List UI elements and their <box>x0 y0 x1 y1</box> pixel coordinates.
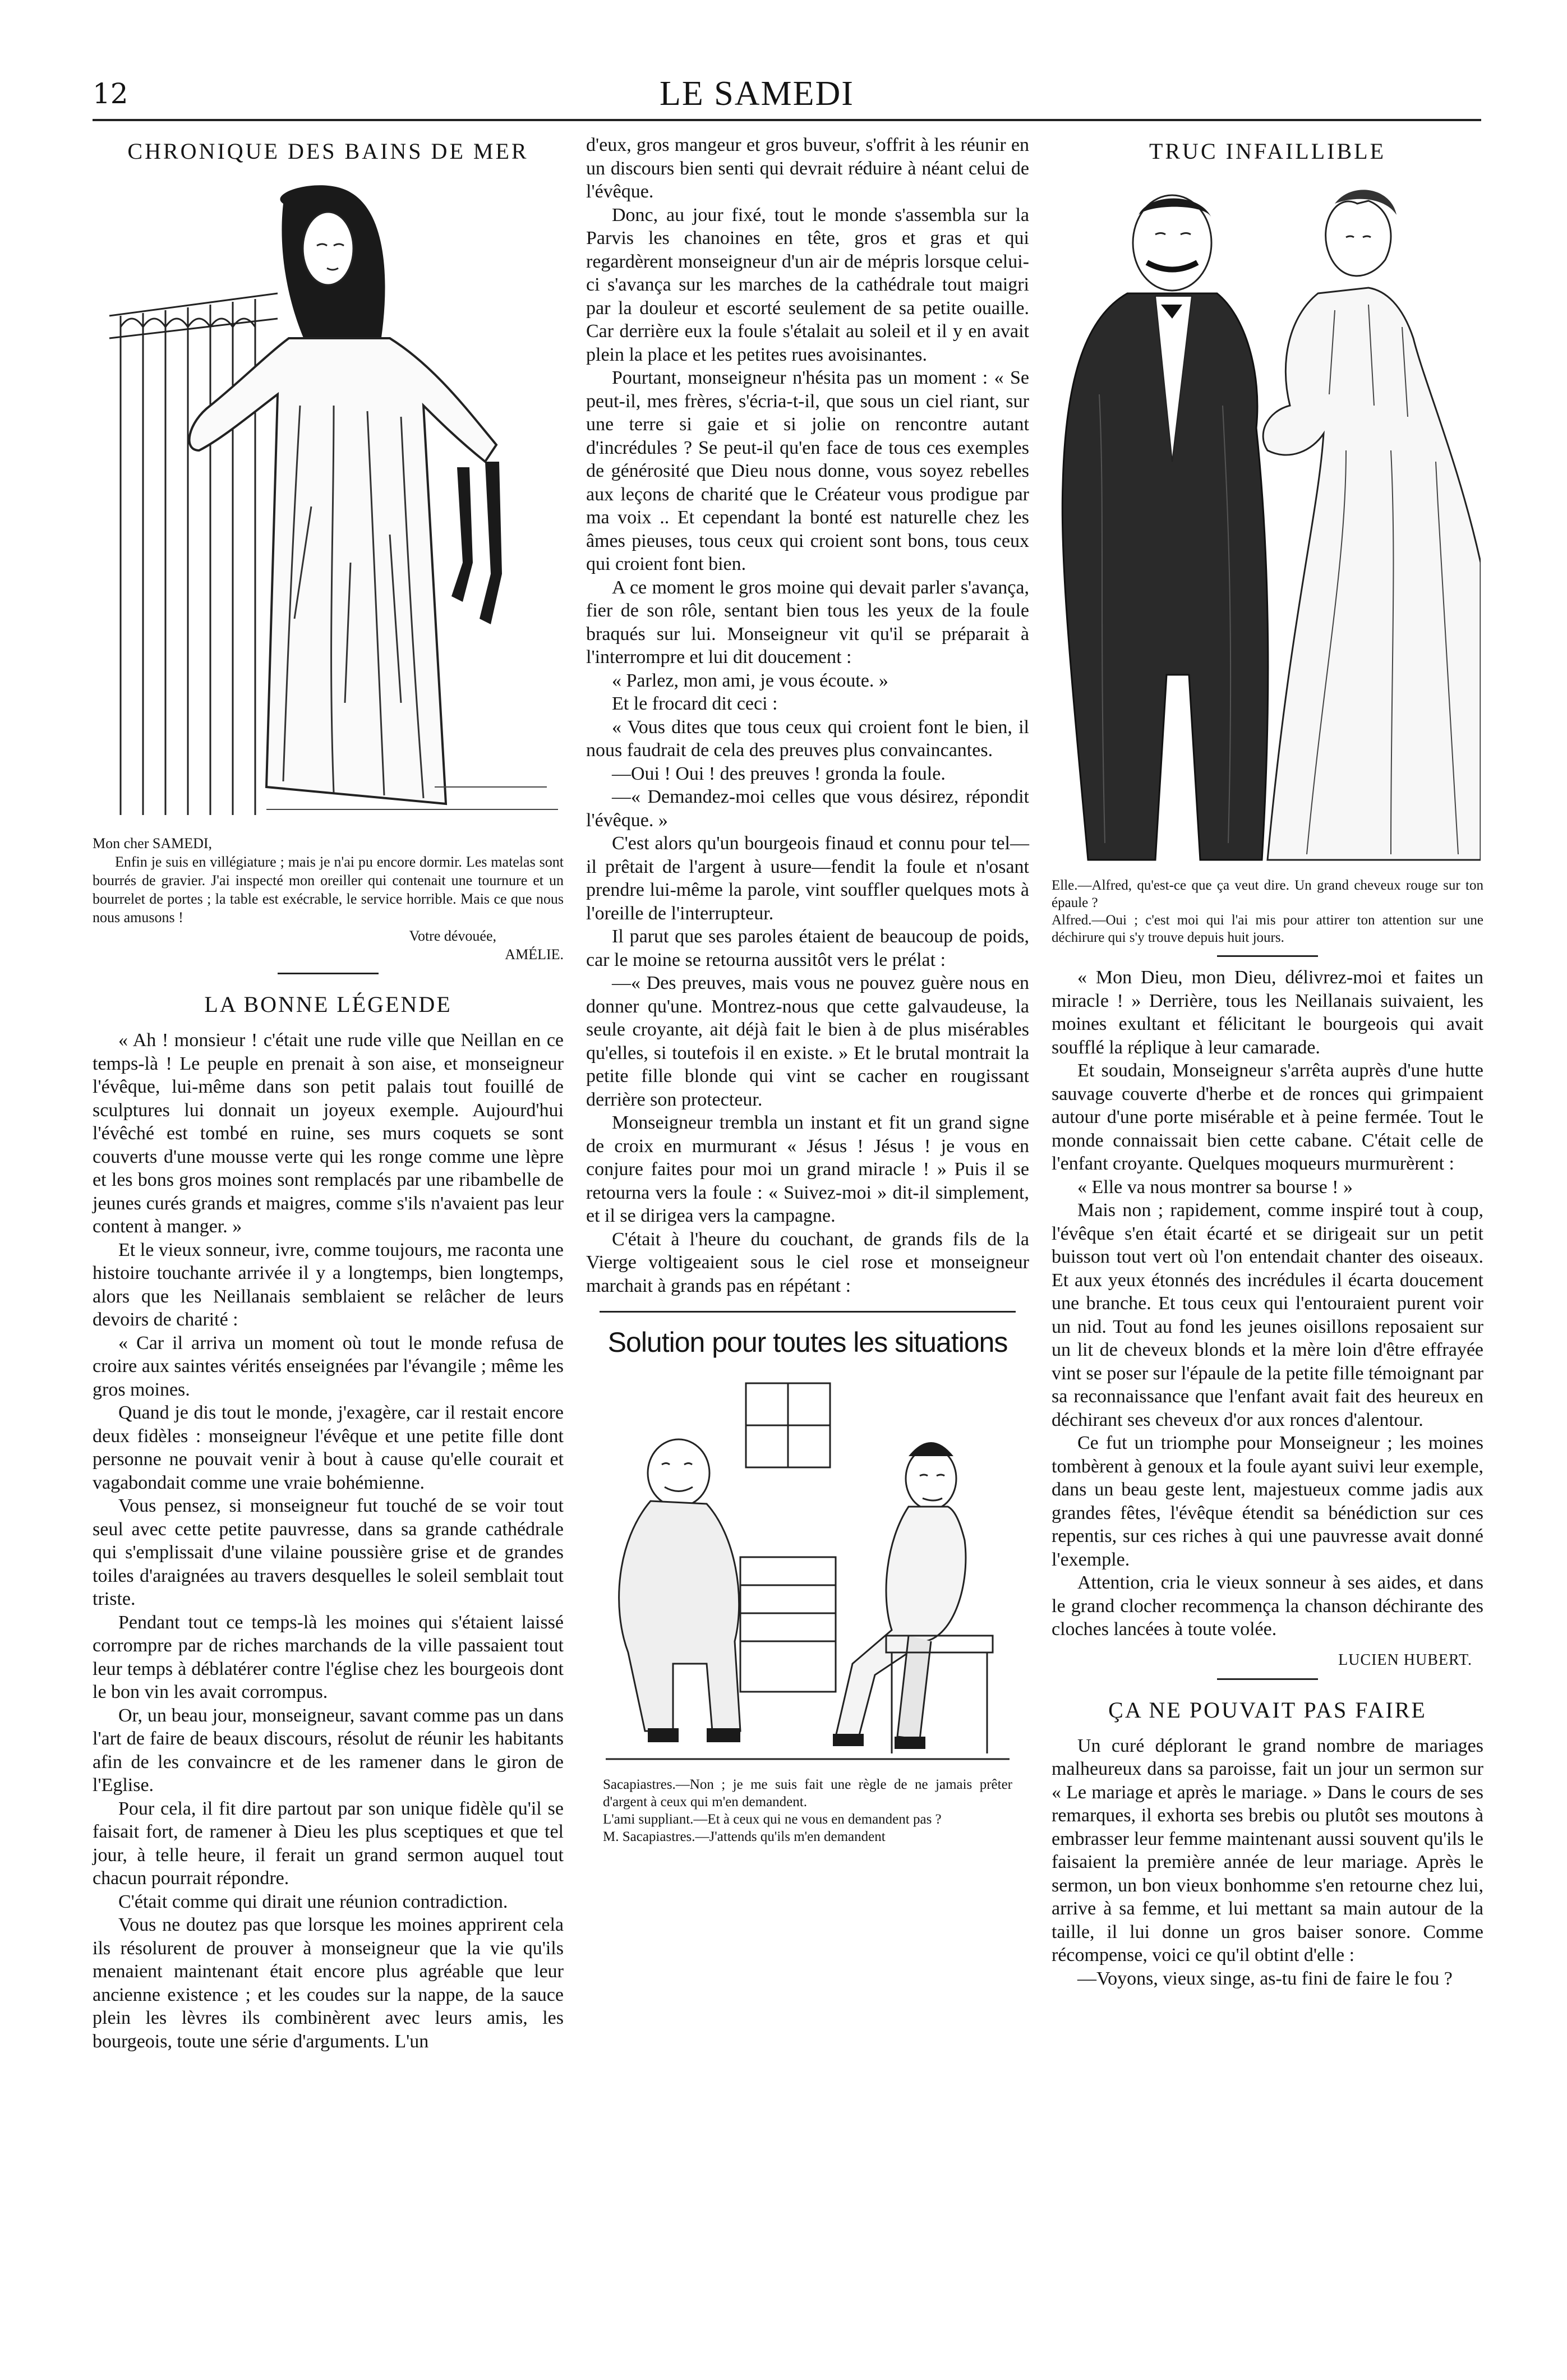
author-signature: LUCIEN HUBERT. <box>1338 1651 1472 1669</box>
truc-title: TRUC INFAILLIBLE <box>1149 139 1386 164</box>
journal-title: LE SAMEDI <box>660 75 854 113</box>
divider <box>1217 1678 1318 1680</box>
paragraph: Mais non ; rapidement, comme inspiré tout à coup, l'évêque s'en était écarté et se dirigeait sur un petit buisson tout vert où l'on entendait chanter des oiseaux. Et aux yeux étonnés des incrédules il écarta doucement une branche. Et tous ceux qui l'entouraient purent voir un nid. Tout au fond les jeunes oisillons reposaient sur un lit de cheveux blonds et la mère loin d'être effrayée vint se poser sur l'épaule de la petite fille témoignant par sa reconnaissance que l'enfant avait fait des heureux en déchirant ses cheveux d'or aux ronces d'alentour. <box>1052 1200 1483 1430</box>
caption-line: Elle.—Alfred, qu'est-ce que ça veut dire. Un grand cheveux rouge sur ton épaule ? <box>1052 878 1483 910</box>
couple-illustration <box>1054 170 1481 871</box>
paragraph: Un curé déplorant le grand nombre de mariages malheureux dans sa paroisse, fait un jour un sermon sur « Le mariage et après le mariage. » Dans le cours de ses remarques, il exhorta ses brebis ou plutôt ses moutons à embrasser leur femme maintenant aussi souvent qu'ils le faisaient la première année de leur mariage. Après le sermon, un bon vieux bonhomme s'en retourne chez lui, arrive à sa femme, et lui mettant sa main autour de la taille, il lui donne un gros baiser sonore. Comme récompense, voici ce qu'il obtint d'elle : <box>1052 1735 1483 1965</box>
paragraph: Quand je dis tout le monde, j'exagère, car il restait encore deux fidèles : monseigneur l'évêque et une petite fille dont personne ne pouvait venir à bout à cause qu'elle courait et vagabondait comme une vraie bohémienne. <box>93 1402 564 1493</box>
paragraph: C'est alors qu'un bourgeois finaud et connu pour tel—il prêtait de l'argent à usure—fendit la foule et n'osant prendre lui-même la parole, vint souffler quelques mots à l'oreille de l'interrupteur. <box>586 833 1029 924</box>
paragraph: Donc, au jour fixé, tout le monde s'assembla sur la Parvis les chanoines en tête, gros et gras et qui regardèrent monseigneur d'un air de mépris lorsque celui-ci s'avança sur les marches de la cathédrale tout maigri par la douleur et escorté seulement de sa petite ouaille. Car derrière eux la foule s'étalait au soleil et il y en avait plein la place et les petites rues avoisinantes. <box>586 204 1029 365</box>
divider <box>1217 955 1318 957</box>
letter-salutation: Mon cher SAMEDI, <box>93 835 213 851</box>
paragraph: A ce moment le gros moine qui devait parler s'avança, fier de son rôle, sentant bien tous les yeux de la foule braqués sur lui. Monseigneur vit qu'il se préparait à l'interrompre et lui dit doucement : <box>586 577 1029 667</box>
paragraph: d'eux, gros mangeur et gros buveur, s'offrit à les réunir en un discours bien senti qui devrait réduire à néant celui de l'évêque. <box>586 135 1029 202</box>
column-1 <box>93 127 564 2053</box>
letter-closing: Votre dévouée, <box>409 928 496 944</box>
paragraph: Pendant tout ce temps-là les moines qui s'étaient laissé corrompre par de riches marchands de la ville passaient tout leur temps à déblatérer contre l'église chez les bourgeois dont le bon vin les avait corrompus. <box>93 1612 564 1702</box>
paragraph: —« Des preuves, mais vous ne pouvez guère nous en donner qu'une. Montrez-nous que cette galvaudeuse, la seule croyante, ait déjà fait le bien à de plus misérables qu'elles, si toutefois il en existe. » Et le brutal montrait la petite fille blonde qui vint se cacher en rougissant derrière son protecteur. <box>586 973 1029 1110</box>
paragraph: Et le frocard dit ceci : <box>612 693 778 714</box>
cartoon-caption <box>586 1776 1029 1845</box>
paragraph: « Mon Dieu, mon Dieu, délivrez-moi et faites un miracle ! » Derrière, tous les Neillanais suivaient, les moines exultant et félicitant le bourgeois qui avait soufflé la réplique à leur camarade. <box>1052 967 1483 1058</box>
paragraph: Vous ne doutez pas que lorsque les moines apprirent cela ils résolurent de prouver à monseigneur que la vie qu'ils menaient maintenant était encore plus agréable que leur ancienne existence ; et les coudes sur la nappe, de la sauce plein les lèvres ils combinèrent avec leurs amis, les bourgeois, toute une série d'arguments. L'un <box>93 1914 564 2052</box>
paragraph: C'était comme qui dirait une réunion contradiction. <box>118 1891 508 1912</box>
paragraph: —Voyons, vieux singe, as-tu fini de faire le fou ? <box>1077 1968 1453 1989</box>
caption-line: M. Sacapiastres.—J'attends qu'ils m'en demandent <box>603 1829 886 1844</box>
paragraph: Monseigneur trembla un instant et fit un grand signe de croix en murmurant « Jésus ! Jésus ! je vous en conjure faites pour moi un grand miracle ! » Puis il se retourna vers la foule : « Suivez-moi » dit-il simplement, et il se dirigea vers la campagne. <box>586 1112 1029 1226</box>
legende-continued <box>586 133 1029 1297</box>
caption-line: L'ami suppliant.—Et à ceux qui ne vous en demandent pas ? <box>603 1812 942 1827</box>
letter-signature: AMÉLIE. <box>505 946 564 963</box>
paragraph: « Car il arriva un moment où tout le monde refusa de croire aux saintes vérités enseignées par l'évangile ; même les gros moines. <box>93 1332 564 1400</box>
caption-line: Sacapiastres.—Non ; je me suis fait une règle de ne jamais prêter d'argent à ceux qui m'en demandent. <box>603 1777 1012 1810</box>
paragraph: Attention, cria le vieux sonneur à ses aides, et dans le grand clocher recommença la chanson déchirante des cloches lancées à toute volée. <box>1052 1572 1483 1640</box>
story-text <box>1052 1734 1483 1991</box>
story-title: ÇA NE POUVAIT PAS FAIRE <box>1108 1697 1427 1723</box>
paragraph: —Oui ! Oui ! des preuves ! gronda la foule. <box>612 763 946 784</box>
woman-nightgown-illustration <box>98 170 558 826</box>
letter-block <box>93 834 564 964</box>
legende-conclusion <box>1052 966 1483 1641</box>
cartoon-title: Solution pour toutes les situations <box>607 1327 1008 1358</box>
paragraph: C'était à l'heure du couchant, de grands fils de la Vierge voltigeaient sous le ciel rose et monseigneur marchait à grands pas en répétant : <box>586 1228 1029 1296</box>
paragraph: Or, un beau jour, monseigneur, savant comme pas un dans l'art de faire de beaux discours, résolut de réunir les habitants afin de les convaincre et de les ramener dans le giron de l'Eglise. <box>93 1705 564 1796</box>
two-men-talking-illustration <box>594 1372 1021 1770</box>
paragraph: « Elle va nous montrer sa bourse ! » <box>1077 1176 1353 1198</box>
paragraph: Et le vieux sonneur, ivre, comme toujours, me raconta une histoire touchante arrivée il y a longtemps, bien longtemps, alors que les Neillanais semblaient se relâcher de leurs devoirs de charité : <box>93 1239 564 1330</box>
caption-line: Alfred.—Oui ; c'est moi qui l'ai mis pour attirer ton attention sur une déchirure qui s'y trouve depuis huit jours. <box>1052 913 1483 945</box>
paragraph: —« Demandez-moi celles que vous désirez, répondit l'évêque. » <box>586 786 1029 831</box>
column-3 <box>1052 127 1483 1990</box>
header-rule <box>93 119 1481 121</box>
paragraph: « Vous dites que tous ceux qui croient font le bien, il nous faudrait de cela des preuves plus convaincantes. <box>586 716 1029 761</box>
legende-text <box>93 1029 564 2053</box>
legende-title: LA BONNE LÉGENDE <box>204 992 452 1017</box>
paragraph: Il parut que ses paroles étaient de beaucoup de poids, car le moine se retourna aussitôt vers le prélat : <box>586 926 1029 970</box>
paragraph: « Parlez, mon ami, je vous écoute. » <box>612 670 888 691</box>
paragraph: Pour cela, il fit dire partout par son unique fidèle qu'il se faisait fort, de ramener à Dieu les plus sceptiques et que tel jour, à telle heure, il ferait un grand sermon auquel tout chacun pourrait répondre. <box>93 1798 564 1889</box>
paragraph: Et soudain, Monseigneur s'arrêta auprès d'une hutte sauvage couverte d'herbe et de ronces qui grimpaient autour d'une porte misérable et à peine fermée. Tout le monde connaissait bien cette cabane. C'était celle de l'enfant croyante. Quelques moqueurs murmurèrent : <box>1052 1060 1483 1174</box>
truc-caption <box>1052 877 1483 946</box>
letter-body: Enfin je suis en villégiature ; mais je n'ai pu encore dormir. Les matelas sont bourrés de gravier. J'ai inspecté mon oreiller qui contenait une tournure et un bourrelet de portes ; la table est exécrable, le service horrible. Mais ce que nous nous amusons ! <box>93 854 564 926</box>
paragraph: Pourtant, monseigneur n'hésita pas un moment : « Se peut-il, mes frères, s'écria-t-il, que sous un ciel riant, sur une terre si gaie et si jolie on rencontre autant d'incrédules ? Se peut-il qu'en face de tous ces exemples de générosité que Dieu nous donne, vous soyez rebelles aux leçons de charité que le Créateur vous prodigue par ma voix .. Et cependant la bonté est naturelle chez les âmes pieuses, tous ceux qui croient sont bons, tous ceux qui croient font bien. <box>586 367 1029 574</box>
column-2 <box>586 127 1029 1845</box>
divider <box>600 1311 1016 1313</box>
page-number: 12 <box>93 77 128 110</box>
paragraph: Vous pensez, si monseigneur fut touché de se voir tout seul avec cette petite pauvresse, dans sa grande cathédrale qui s'emplissait d'une vilaine poussière grise et de grandes toiles d'araignées au travers desquelles le soleil semblait tout triste. <box>93 1495 564 1609</box>
paragraph: « Ah ! monsieur ! c'était une rude ville que Neillan en ce temps-là ! Le peuple en prenait à son aise, et monseigneur l'évêque, lui-même dans son petit palais tout fouillé de sculptures lui donnait un joyeux exemple. Aujourd'hui l'évêché est tombé en ruine, ses murs coquets se sont couverts d'une mousse verte qui les ronge comme une lèpre et les bons gros moines sont remplacés par une ribambelle de jeunes curés grands et maigres, comme s'ils n'avaient pas leur content à manger. » <box>93 1030 564 1237</box>
chronique-title: CHRONIQUE DES BAINS DE MER <box>127 139 529 164</box>
paragraph: Ce fut un triomphe pour Monseigneur ; les moines tombèrent à genoux et la foule ayant suivi leur exemple, dans un beau geste lent, majestueux comme jadis aux grandes fêtes, l'évêque étendit sa bénédiction sur ces repentis, sur ces riches à qui une pauvresse avait donné l'exemple. <box>1052 1433 1483 1570</box>
divider <box>278 973 379 974</box>
